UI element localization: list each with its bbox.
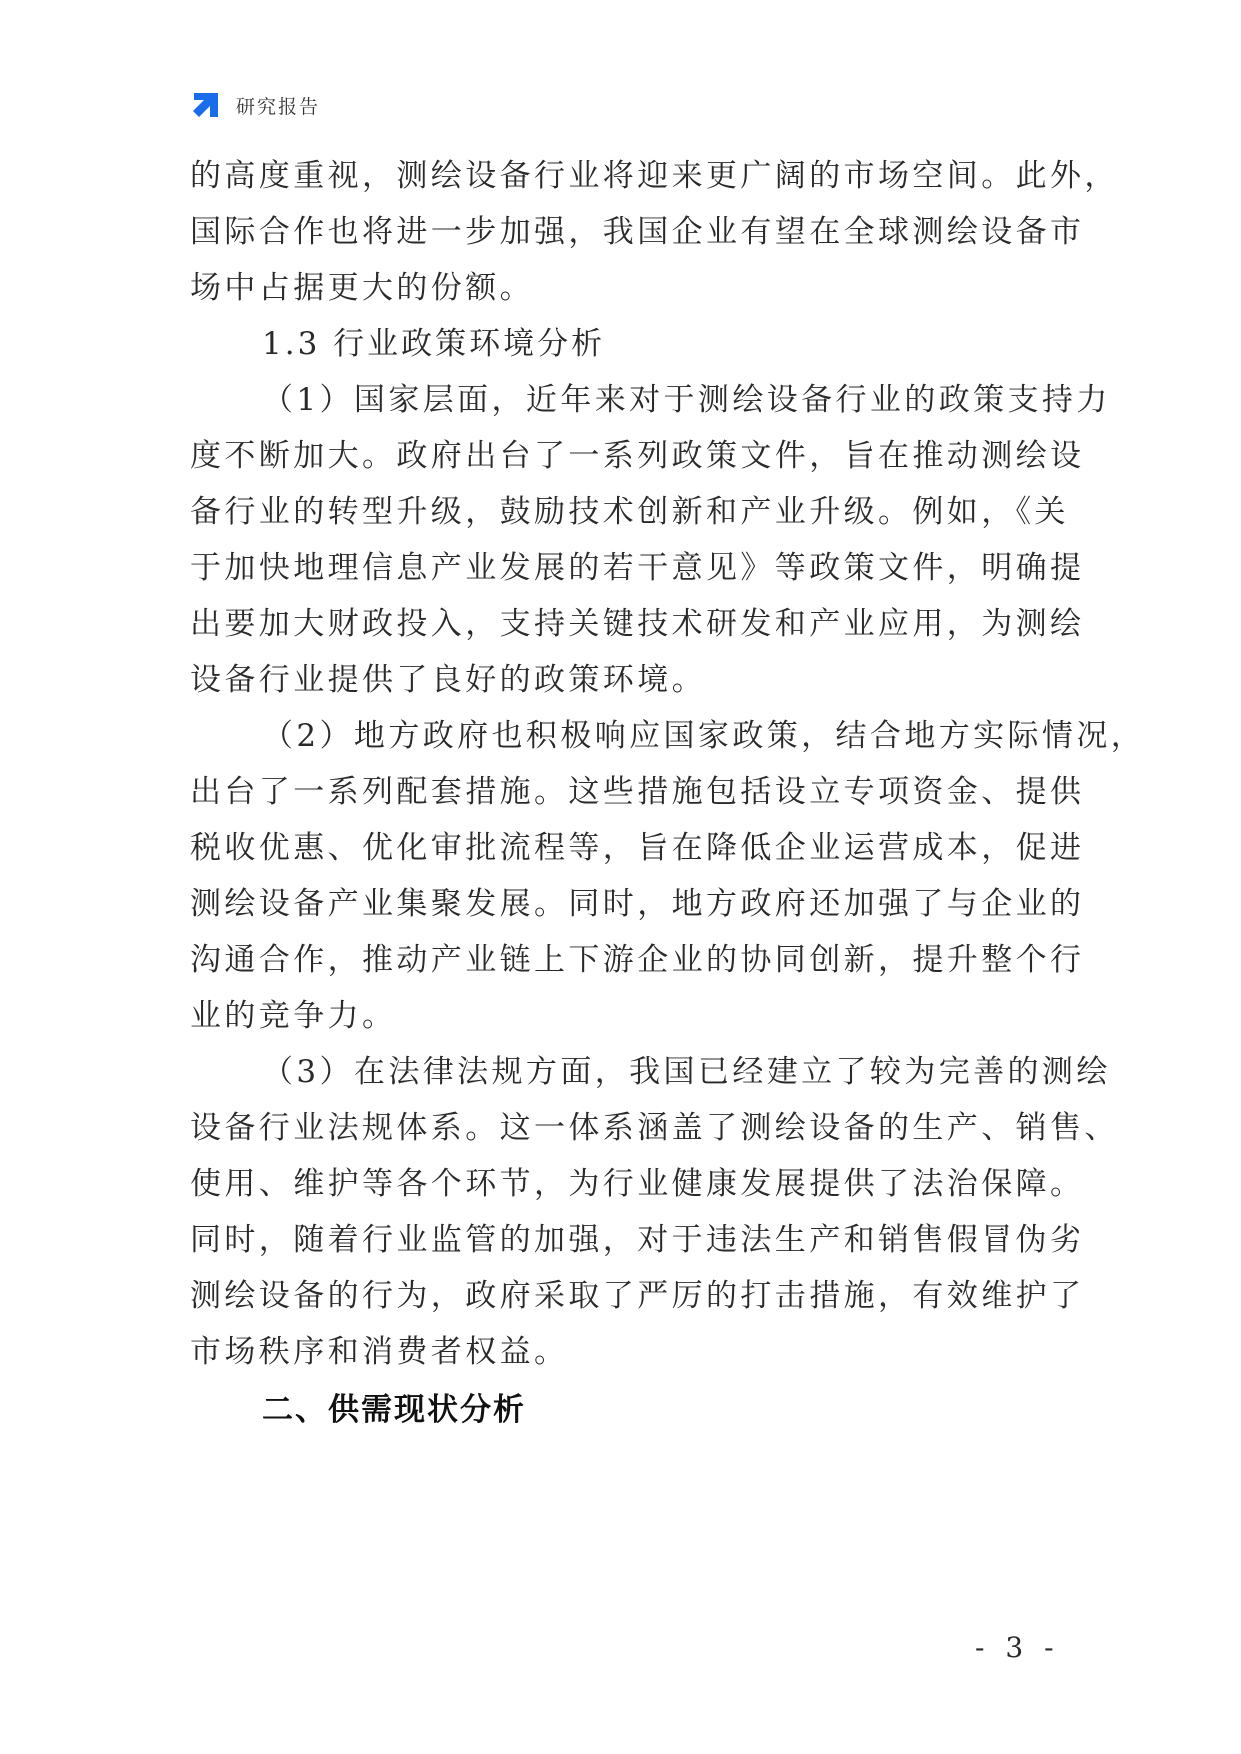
paragraph-line: 于加快地理信息产业发展的若干意见》等政策文件，明确提 bbox=[190, 550, 1085, 586]
report-header bbox=[190, 88, 320, 122]
paragraph-line: 备行业的转型升级，鼓励技术创新和产业升级。例如，《关 bbox=[190, 494, 1069, 530]
paragraph-line: 出要加大财政投入，支持关键技术研发和产业应用，为测绘 bbox=[190, 606, 1085, 642]
paragraph-line: （3）在法律法规方面，我国已经建立了较为完善的测绘 bbox=[262, 1054, 1111, 1090]
paragraph-line: 度不断加大。政府出台了一系列政策文件，旨在推动测绘设 bbox=[190, 438, 1085, 474]
paragraph-line: 的高度重视，测绘设备行业将迎来更广阔的市场空间。此外， bbox=[190, 158, 1119, 194]
paragraph-line: （1）国家层面，近年来对于测绘设备行业的政策支持力 bbox=[262, 382, 1111, 418]
paragraph-line: 使用、维护等各个环节，为行业健康发展提供了法治保障。 bbox=[190, 1166, 1085, 1202]
paragraph-line: 出台了一系列配套措施。这些措施包括设立专项资金、提供 bbox=[190, 774, 1085, 810]
paragraph-line: 国际合作也将进一步加强，我国企业有望在全球测绘设备市 bbox=[190, 214, 1085, 250]
section-title: 二、供需现状分析 bbox=[262, 1392, 526, 1428]
subsection-heading: 1.3 行业政策环境分析 bbox=[262, 326, 606, 362]
page-number: - 3 - bbox=[975, 1631, 1060, 1664]
header-title: 研究报告 bbox=[236, 95, 321, 118]
paragraph-line: （2）地方政府也积极响应国家政策，结合地方实际情况， bbox=[262, 718, 1146, 754]
paragraph-line: 同时，随着行业监管的加强，对于违法生产和销售假冒伪劣 bbox=[190, 1222, 1085, 1258]
paragraph-line: 设备行业提供了良好的政策环境。 bbox=[190, 662, 706, 698]
paragraph-line: 测绘设备的行为，政府采取了严厉的打击措施，有效维护了 bbox=[190, 1278, 1085, 1314]
paragraph-line: 测绘设备产业集聚发展。同时，地方政府还加强了与企业的 bbox=[190, 886, 1085, 922]
paragraph-line: 市场秩序和消费者权益。 bbox=[190, 1334, 569, 1370]
paragraph-line: 业的竞争力。 bbox=[190, 998, 397, 1034]
paragraph-line: 沟通合作，推动产业链上下游企业的协同创新，提升整个行 bbox=[190, 942, 1085, 978]
paragraph-line: 税收优惠、优化审批流程等，旨在降低企业运营成本，促进 bbox=[190, 830, 1085, 866]
paragraph-line: 设备行业法规体系。这一体系涵盖了测绘设备的生产、销售、 bbox=[190, 1110, 1119, 1146]
paragraph-line: 场中占据更大的份额。 bbox=[190, 270, 534, 306]
arrow-up-right-icon bbox=[190, 89, 222, 121]
